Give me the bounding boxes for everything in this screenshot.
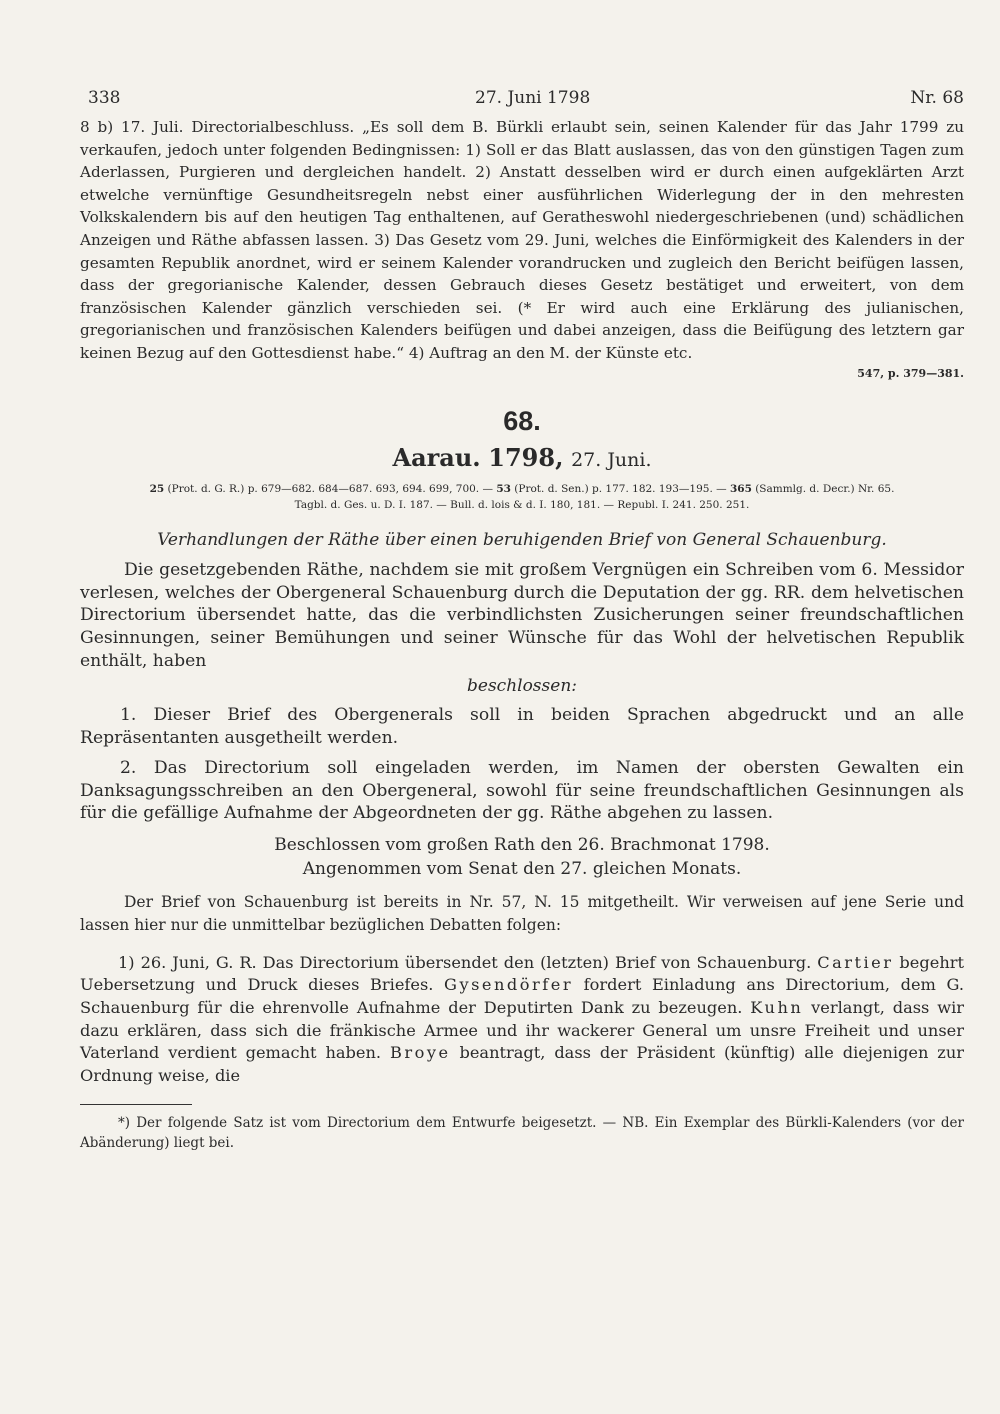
signature-line-1: Beschlossen vom großen Rath den 26. Brachmonat 1798.: [274, 835, 770, 856]
entry-year: 1798,: [488, 443, 564, 473]
entry-number: 68.: [503, 406, 541, 437]
refs-line-2: Tagbl. d. Ges. u. D. I. 187. — Bull. d. lois & d. I. 180, 181. — Republ. I. 241. 250. 251.: [294, 499, 750, 512]
entry-references: [80, 481, 964, 513]
resolution-intro: Die gesetzgebenden Räthe, nachdem sie mit großem Vergnügen ein Schreiben vom 6. Messidor verlesen, welches der Obergeneral Schauenburg durch die Deputation der gg. RR. dem helvetischen Directorium übersendet hatte, das die verbindlichsten Zusicherungen seiner freundschaftlichen Gesinnungen, seiner Bemühungen und seiner Wünsche für das Wohl der helvetischen Republik enthält, haben: [80, 560, 964, 671]
previous-entry-text: [80, 116, 964, 385]
footnote: *) Der folgende Satz ist vom Directorium dem Entwurfe beigesetzt. — NB. Ein Exemplar des Bürkli-Kalenders (vor der Abänderung) liegt bei.: [80, 1114, 964, 1151]
signature-line-2: Angenommen vom Senat den 27. gleichen Monats.: [302, 859, 742, 880]
running-header: [80, 88, 964, 116]
resolution-item-1: 1. Dieser Brief des Obergenerals soll in beiden Sprachen abgedruckt und an alle Repräsentanten ausgetheilt werden.: [80, 705, 964, 748]
header-entry-number: Nr. 68: [910, 88, 964, 108]
resolution-item-2: 2. Das Directorium soll eingeladen werden, im Namen der obersten Gewalten ein Danksagungsschreiben an den Obergeneral, sowohl für seine freundschaftlichen Gesinnungen als für die gefällige Aufnahme der Abgeordneten der gg. Räthe abgehen zu lassen.: [80, 758, 964, 824]
entry-place: Aarau.: [392, 443, 481, 473]
previous-entry-body: 8 b) 17. Juli. Directorialbeschluss. „Es soll dem B. Bürkli erlaubt sein, seinen Kalender für das Jahr 1799 zu verkaufen, jedoch unter folgenden Bedingnissen: 1) Soll er das Blatt auslassen, das von den günstigen Tagen zum Aderlassen, Purgieren und dergleichen handelt. 2) Anstatt desselben wird er durch einen aufgeklärten Arzt etwelche vernünftige Gesundheitsregeln nebst einer ausführlichen Widerlegung der in den mehresten Volkskalendern bis auf den heutigen Tag enthaltenen, auf Geratheswohl niedergeschriebenen (und) schädlichen Anzeigen und Räthe abfassen lassen. 3) Das Gesetz vom 29. Juni, welches die Einförmigkeit des Kalenders in der gesamten Republik anordnet, wird er seinem Kalender vorandrucken und zugleich den Bericht beifügen lassen, dass der gregorianische Kalender, dessen Gebrauch dieses Gesetz bestätiget und erweitert, von dem französischen Kalender gänzlich verschieden sei. (* Er wird auch eine Erklärung des julianischen, gregorianischen und französischen Kalenders beifügen und dabei anzeigen, dass die Beifügung des letztern gar keinen Bezug auf den Gottesdienst habe.“ 4) Auftrag an den M. der Künste etc.: [80, 118, 964, 362]
entry-place-date: [80, 441, 964, 477]
entry-subject: Verhandlungen der Räthe über einen beruhigenden Brief von General Schauenburg.: [157, 530, 887, 551]
debate-paragraph: 1) 26. Juni, G. R. Das Directorium übersendet den (letzten) Brief von Schauenburg. Cartier begehrt Uebersetzung und Druck dieses Briefes. Gysendörfer fordert Einladung ans Directorium, dem G. Schauenburg für die ehrenvolle Aufnahme der Deputirten Dank zu bezeugen. Kuhn verlangt, dass wir dazu erklären, dass sich die fränkische Armee und ihr wackerer General um unsre Freiheit und unser Vaterland verdient gemacht haben. Broye beantragt, dass der Präsident (künftig) alle diejenigen zur Ordnung weise, die: [80, 952, 964, 1085]
footnote-rule: [80, 1104, 192, 1105]
editorial-note: Der Brief von Schauenburg ist bereits in Nr. 57, N. 15 mitgetheilt. Wir verweisen auf jene Serie und lassen hier nur die unmittelbar bezüglichen Debatten folgen:: [80, 893, 964, 934]
page-number: 338: [88, 88, 121, 108]
document-page: [80, 88, 964, 1166]
header-date: 27. Juni 1798: [475, 88, 591, 108]
previous-entry-ref: 547, p. 379—381.: [857, 366, 964, 380]
resolution-signature: [80, 833, 964, 881]
entry-day: 27. Juni.: [571, 449, 652, 472]
refs-line-1: 25 (Prot. d. G. R.) p. 679—682. 684—687. 693, 694. 699, 700. — 53 (Prot. d. Sen.) p. 177. 182. 193—195. — 365 (Sammlg. d. Decr.) Nr. 65.: [149, 483, 895, 496]
resolution-decided: beschlossen:: [467, 676, 577, 697]
